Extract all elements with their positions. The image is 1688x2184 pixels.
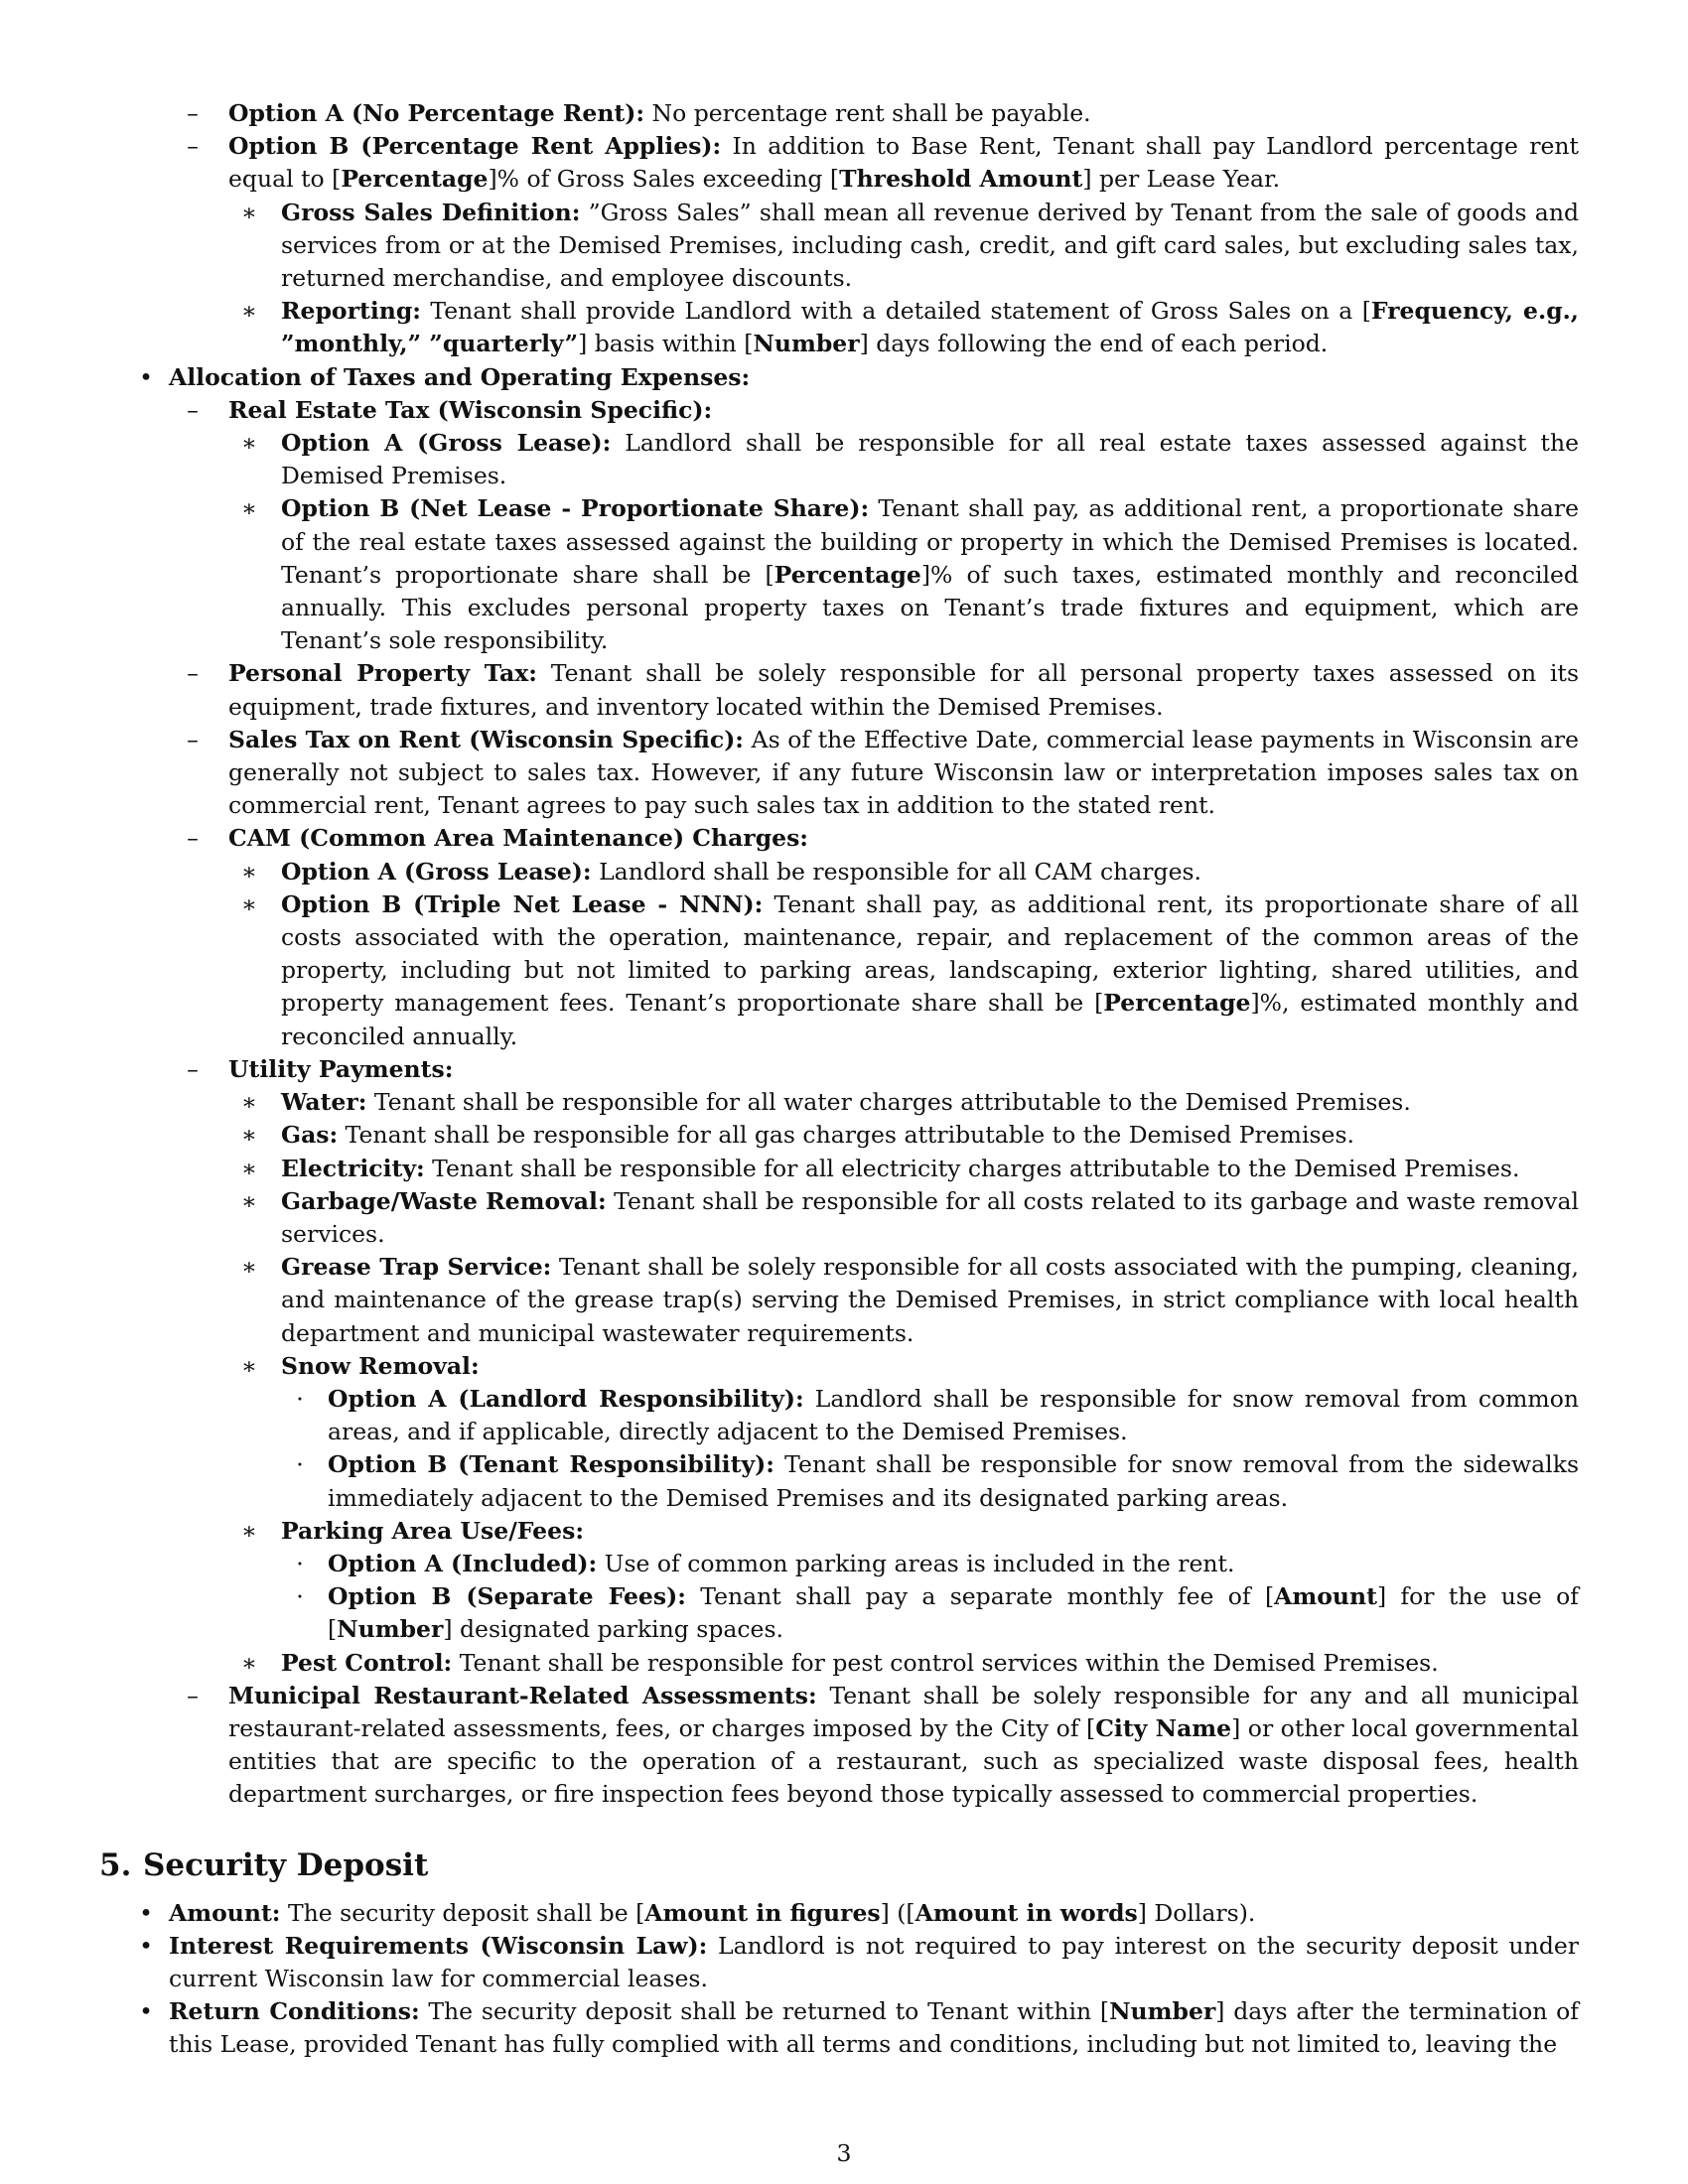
item-label: Option A (Gross Lease): — [281, 857, 592, 886]
item-label: Amount: — [169, 1898, 281, 1927]
list-item — [169, 130, 1579, 360]
item-label: Option A (Landlord Responsibility): — [328, 1384, 804, 1413]
list-item — [228, 427, 1579, 492]
bullet-marker: • — [139, 362, 153, 391]
star-marker: ∗ — [241, 1253, 257, 1282]
item-text: Tenant shall pay a separate monthly fee of [ — [685, 1582, 1275, 1611]
option-b-details — [228, 197, 1579, 361]
item-text: Tenant shall be solely responsible for any and all municipal restaurant-related assessments, fees, or charges imposed by the City of [ — [228, 1681, 1579, 1742]
snow-removal-options — [281, 1383, 1579, 1515]
list-item — [228, 1153, 1579, 1185]
item-label: Option A (Gross Lease): — [281, 429, 612, 458]
placeholder: Amount — [1274, 1582, 1377, 1611]
item-text: Tenant shall provide Landlord with a detailed statement of Gross Sales on a [ — [420, 297, 1371, 326]
list-item — [169, 97, 1579, 130]
item-label: Gas: — [281, 1121, 339, 1150]
list-item — [228, 1119, 1579, 1152]
list-item — [228, 888, 1579, 1053]
star-marker: ∗ — [241, 1351, 257, 1380]
main-list — [99, 97, 1579, 1812]
star-marker: ∗ — [241, 297, 257, 326]
dash-marker: – — [187, 659, 199, 688]
item-text: Use of common parking areas is included in the rent. — [597, 1549, 1235, 1577]
list-item — [228, 295, 1579, 360]
list-item — [228, 1185, 1579, 1251]
item-label: Pest Control: — [281, 1648, 453, 1677]
item-label: Option B (Tenant Responsibility): — [328, 1450, 774, 1479]
item-label: Garbage/Waste Removal: — [281, 1186, 607, 1215]
item-text: As of the Effective Date, commercial lease payments in Wisconsin are generally not subject to sales tax. However, if any future Wisconsin law or interpretation imposes sales tax on commercial rent, Tenant agrees to pay such sales tax in addition to the stated rent. — [228, 725, 1579, 820]
list-item — [169, 1053, 1579, 1680]
placeholder: Frequency, e.g., ”monthly,” ”quarterly” — [281, 297, 1579, 358]
list-item-allocation — [99, 361, 1579, 1812]
item-text: No percentage rent shall be payable. — [644, 99, 1091, 127]
item-text: ] Dollars). — [1137, 1898, 1256, 1927]
list-item — [228, 1350, 1579, 1515]
item-text: ]%, estimated monthly and reconciled annually. — [281, 989, 1579, 1050]
item-text: Tenant shall be solely responsible for all costs associated with the pumping, cleaning, and maintenance of the grease trap(s) serving the Demised Premises, in strict compliance with local health department and municipal wastewater requirements. — [281, 1253, 1580, 1347]
section-heading — [99, 1847, 1579, 1883]
item-label: Option B (Net Lease - Proportionate Share): — [281, 494, 870, 523]
star-marker: ∗ — [241, 1154, 257, 1182]
item-text: Tenant shall be responsible for all electricity charges attributable to the Demised Premises. — [424, 1154, 1520, 1182]
list-item — [228, 1086, 1579, 1119]
item-label: Personal Property Tax: — [228, 659, 537, 688]
placeholder: Percentage — [774, 560, 921, 589]
list-item — [228, 492, 1579, 657]
item-text: ] ([ — [880, 1898, 915, 1927]
item-label: Allocation of Taxes and Operating Expenses: — [169, 362, 751, 391]
item-label: Grease Trap Service: — [281, 1253, 552, 1282]
dash-marker: – — [187, 99, 199, 127]
dot-marker: · — [296, 1384, 304, 1413]
item-label: Municipal Restaurant-Related Assessments: — [228, 1681, 817, 1709]
star-marker: ∗ — [241, 1088, 257, 1117]
page-content — [99, 97, 1579, 2062]
section-title: Security Deposit — [143, 1846, 429, 1883]
item-label: Utility Payments: — [228, 1054, 454, 1083]
bullet-marker: • — [139, 1997, 153, 2026]
item-text: Landlord shall be responsible for all CAM charges. — [591, 857, 1202, 886]
item-text: Landlord shall be responsible for snow removal from common areas, and if applicable, directly adjacent to the Demised Premises. — [328, 1384, 1579, 1446]
placeholder: Percentage — [341, 165, 489, 194]
bullet-marker: • — [139, 1898, 153, 1927]
dash-marker: – — [187, 824, 199, 853]
item-text: Tenant shall pay, as additional rent, a proportionate share of the real estate taxes assessed against the building or property in which the Demised Premises is located. Tenant’s proportionate share shall be [ — [281, 494, 1579, 589]
item-label: Electricity: — [281, 1154, 425, 1182]
item-label: Return Conditions: — [169, 1997, 420, 2026]
dash-marker: – — [187, 1681, 199, 1709]
list-item — [99, 1930, 1579, 1995]
item-label: Option B (Separate Fees): — [328, 1582, 686, 1611]
placeholder: Number — [753, 330, 860, 358]
list-item — [281, 1548, 1579, 1580]
list-item — [99, 1897, 1579, 1930]
item-text: Tenant shall be responsible for all costs related to its garbage and waste removal services. — [281, 1186, 1579, 1248]
item-text: Tenant shall be responsible for all water charges attributable to the Demised Premises. — [366, 1088, 1411, 1117]
item-text: ] or other local governmental entities that are specific to the operation of a restaurant, such as specialized waste disposal fees, health department surcharges, or fire inspection fees beyond those typically assessed to commercial properties. — [228, 1713, 1579, 1809]
list-item — [281, 1383, 1579, 1448]
item-label: Parking Area Use/Fees: — [281, 1516, 584, 1545]
item-text: ] days after the termination of this Lease, provided Tenant has fully complied with all terms and conditions, including but not limited to, leaving the — [169, 1997, 1579, 2059]
list-item — [228, 1515, 1579, 1647]
section-number: 5. — [99, 1846, 132, 1883]
cam-options — [228, 856, 1579, 1053]
security-deposit-list — [99, 1897, 1579, 2062]
item-text: Tenant shall be responsible for all gas charges attributable to the Demised Premises. — [338, 1121, 1354, 1150]
utility-items — [228, 1086, 1579, 1680]
dot-marker: · — [296, 1582, 304, 1611]
item-text: Landlord shall be responsible for all real estate taxes assessed against the Demised Premises. — [281, 429, 1579, 490]
list-item — [99, 1995, 1579, 2061]
list-item — [281, 1448, 1579, 1514]
item-text: ”Gross Sales” shall mean all revenue derived by Tenant from the sale of goods and services from or at the Demised Premises, including cash, credit, and gift card sales, but excluding sales tax, returned merchandise, and employee discounts. — [281, 198, 1579, 293]
list-item — [281, 1580, 1579, 1646]
list-item — [169, 657, 1579, 723]
dot-marker: · — [296, 1549, 304, 1577]
item-text: ] per Lease Year. — [1082, 165, 1281, 194]
item-text: ] designated parking spaces. — [443, 1615, 783, 1644]
item-label: Interest Requirements (Wisconsin Law): — [169, 1931, 708, 1960]
item-label: Gross Sales Definition: — [281, 198, 581, 226]
star-marker: ∗ — [241, 1186, 257, 1215]
star-marker: ∗ — [241, 429, 257, 458]
item-label: Option A (No Percentage Rent): — [228, 99, 645, 127]
list-item — [228, 197, 1579, 296]
item-label: CAM (Common Area Maintenance) Charges: — [228, 824, 808, 853]
item-text: Tenant shall be responsible for snow removal from the sidewalks immediately adjacent to the Demised Premises and its designated parking areas. — [328, 1450, 1579, 1512]
placeholder: Amount in figures — [644, 1898, 881, 1927]
item-text: ] days following the end of each period. — [859, 330, 1329, 358]
item-label: Sales Tax on Rent (Wisconsin Specific): — [228, 725, 744, 753]
star-marker: ∗ — [241, 1121, 257, 1150]
item-label: Snow Removal: — [281, 1351, 480, 1380]
star-marker: ∗ — [241, 1648, 257, 1677]
allocation-items — [169, 394, 1579, 1812]
placeholder: Threshold Amount — [839, 165, 1083, 194]
item-text: Landlord is not required to pay interest on the security deposit under current Wisconsin law for commercial leases. — [169, 1931, 1579, 1992]
item-text: Tenant shall be solely responsible for all personal property taxes assessed on its equipment, trade fixtures, and inventory located within the Demised Premises. — [228, 659, 1580, 721]
item-label: Option B (Triple Net Lease - NNN): — [281, 889, 764, 918]
item-label: Option B (Percentage Rent Applies): — [228, 132, 722, 161]
item-text: ] basis within [ — [578, 330, 754, 358]
item-text: Tenant shall be responsible for pest control services within the Demised Premises. — [452, 1648, 1439, 1677]
list-item — [169, 1680, 1579, 1812]
real-estate-tax-options — [228, 427, 1579, 657]
item-label: Water: — [281, 1088, 367, 1117]
page-number: 3 — [836, 2139, 852, 2167]
star-marker: ∗ — [241, 857, 257, 886]
list-item — [228, 856, 1579, 888]
list-item-percentage-rent — [99, 97, 1579, 361]
item-text: Tenant shall pay, as additional rent, its proportionate share of all costs associated with the operation, maintenance, repair, and replacement of the common areas of the property, including but not limited to parking areas, landscaping, exterior lighting, shared utilities, and property management fees. Tenant’s proportionate share shall be [ — [281, 889, 1579, 1018]
placeholder: Amount in words — [914, 1898, 1138, 1927]
list-item — [228, 1647, 1579, 1680]
dash-marker: – — [187, 725, 199, 753]
bullet-marker: • — [139, 1931, 153, 1960]
placeholder: Number — [1109, 1997, 1216, 2026]
dash-marker: – — [187, 1054, 199, 1083]
star-marker: ∗ — [241, 889, 257, 918]
item-label: Reporting: — [281, 297, 421, 326]
star-marker: ∗ — [241, 198, 257, 226]
dot-marker: · — [296, 1450, 304, 1479]
item-label: Option A (Included): — [328, 1549, 598, 1577]
list-item — [228, 1251, 1579, 1350]
item-text: In addition to Base Rent, Tenant shall pay Landlord percentage rent equal to [ — [228, 132, 1579, 194]
list-item — [169, 822, 1579, 1052]
percentage-rent-options — [169, 97, 1579, 361]
list-item — [169, 724, 1579, 823]
placeholder: City Name — [1095, 1713, 1232, 1742]
item-text: The security deposit shall be [ — [280, 1898, 645, 1927]
item-text: ] for the use of [ — [328, 1582, 1580, 1644]
item-text: ]% of such taxes, estimated monthly and reconciled annually. This excludes personal property taxes on Tenant’s trade fixtures and equipment, which are Tenant’s sole responsibility. — [281, 560, 1579, 655]
item-text: ]% of Gross Sales exceeding [ — [488, 165, 840, 194]
parking-options — [281, 1548, 1579, 1647]
list-item — [169, 394, 1579, 658]
placeholder: Number — [337, 1615, 444, 1644]
star-marker: ∗ — [241, 1516, 257, 1545]
placeholder: Percentage — [1103, 989, 1251, 1018]
item-label: Real Estate Tax (Wisconsin Specific): — [228, 395, 713, 424]
dash-marker: – — [187, 395, 199, 424]
item-text: The security deposit shall be returned to Tenant within [ — [419, 1997, 1110, 2026]
star-marker: ∗ — [241, 494, 257, 523]
dash-marker: – — [187, 132, 199, 161]
